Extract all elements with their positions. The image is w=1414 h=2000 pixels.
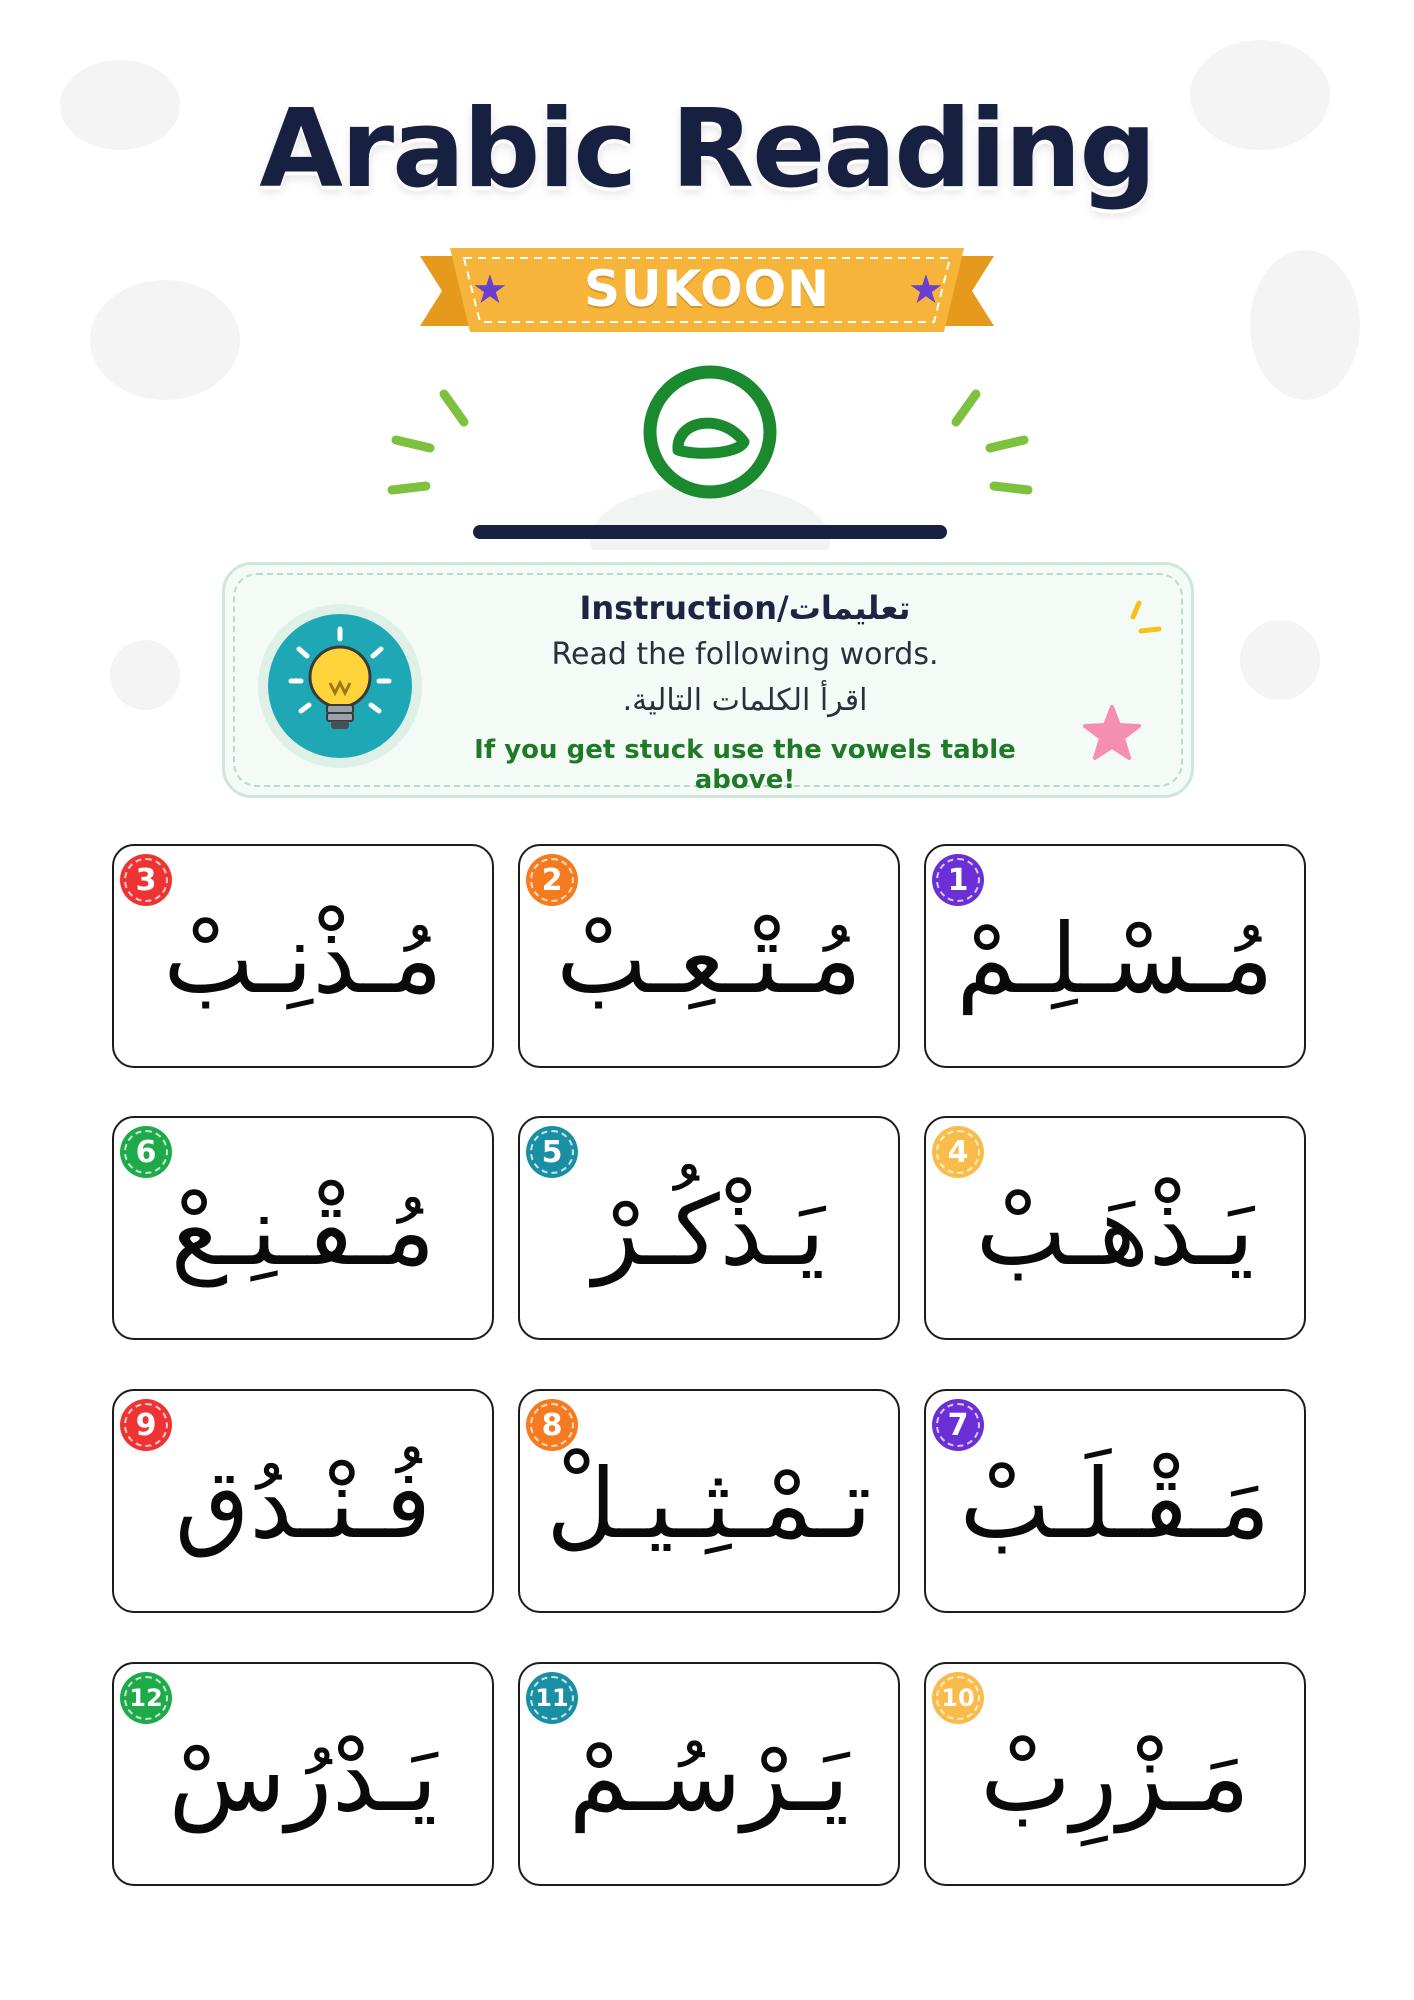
sukoon-symbol-icon	[360, 350, 1060, 550]
word-card-6	[112, 1116, 494, 1340]
number-badge: 3	[120, 854, 172, 906]
ribbon-label: SUKOON	[584, 260, 830, 318]
arabic-word: يَـذْكُـرْ	[592, 1175, 826, 1287]
star-icon: ★	[472, 267, 508, 313]
word-card-7	[924, 1389, 1306, 1613]
arabic-word: مُـسْـلِـمْ	[956, 903, 1274, 1015]
instruction-box	[222, 562, 1194, 798]
sukoon-ribbon	[420, 246, 994, 346]
background-doodle	[1250, 250, 1360, 400]
word-card-4	[924, 1116, 1306, 1340]
arabic-word: يَـدْرُسْ	[168, 1721, 438, 1833]
lightbulb-icon	[255, 601, 425, 771]
number-badge: 5	[526, 1126, 578, 1178]
instruction-english: Read the following words.	[551, 637, 939, 672]
word-card-2	[518, 844, 900, 1068]
number-badge: 1	[932, 854, 984, 906]
arabic-word: مُـذْنِـبْ	[163, 903, 443, 1015]
number-badge: 11	[526, 1672, 578, 1724]
number-badge: 9	[120, 1399, 172, 1451]
word-card-8	[518, 1389, 900, 1613]
number-badge: 6	[120, 1126, 172, 1178]
sparkle-icon	[1113, 583, 1173, 643]
star-icon: ★	[908, 267, 944, 313]
instruction-arabic: اقرأ الكلمات التالية.	[622, 683, 868, 718]
arabic-word: يَـذْهَـبْ	[975, 1175, 1255, 1287]
background-doodle	[1240, 620, 1320, 700]
instruction-title: Instruction/تعليمات	[579, 589, 911, 627]
word-card-1	[924, 844, 1306, 1068]
number-badge: 8	[526, 1399, 578, 1451]
arabic-word: تـمْـثِـيـلْ	[546, 1448, 872, 1560]
instruction-hint: If you get stuck use the vowels table above!	[474, 735, 1016, 795]
arabic-word: فُـنْـدُق	[175, 1448, 431, 1560]
number-badge: 10	[932, 1672, 984, 1724]
number-badge: 7	[932, 1399, 984, 1451]
pink-star-icon	[1083, 705, 1141, 761]
word-card-12	[112, 1662, 494, 1886]
word-card-9	[112, 1389, 494, 1613]
background-doodle	[110, 640, 180, 710]
word-card-10	[924, 1662, 1306, 1886]
word-card-11	[518, 1662, 900, 1886]
arabic-word: مَـزْرِبْ	[980, 1721, 1250, 1833]
number-badge: 12	[120, 1672, 172, 1724]
arabic-word: يَـرْسُـمْ	[568, 1721, 850, 1833]
arabic-word: مُـتْـعِـبْ	[556, 903, 862, 1015]
arabic-word: مَـقْـلَـبْ	[959, 1448, 1271, 1560]
number-badge: 2	[526, 854, 578, 906]
page-title: Arabic Reading	[259, 87, 1155, 212]
arabic-word: مُـقْـنِـعْ	[170, 1175, 436, 1287]
background-doodle	[90, 280, 240, 400]
word-card-3	[112, 844, 494, 1068]
number-badge: 4	[932, 1126, 984, 1178]
word-card-5	[518, 1116, 900, 1340]
